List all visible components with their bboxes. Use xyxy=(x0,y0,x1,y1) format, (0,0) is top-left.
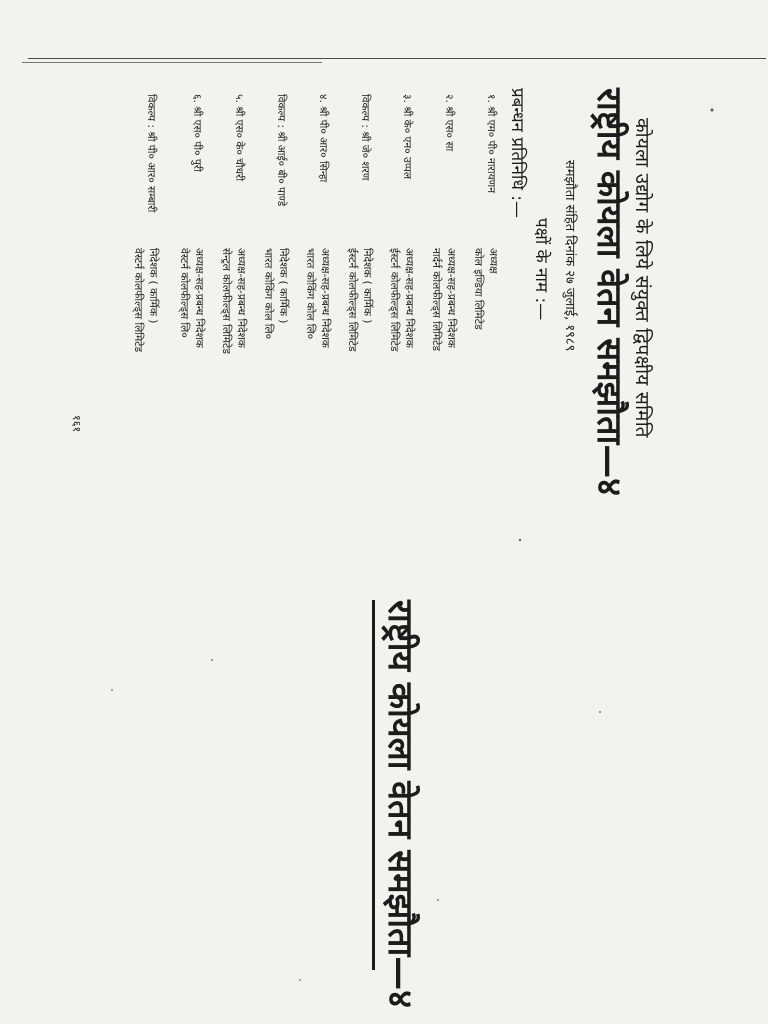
list-item-company: ईस्टर्न कोलफील्ड्स लिमिटेड xyxy=(346,248,358,352)
list-item-designation: अध्यक्ष-सह-प्रबन्ध निदेशक xyxy=(403,248,415,348)
list-item-designation: निदेशक ( कार्मिक ) xyxy=(361,248,373,324)
list-item-company: वेस्टर्न कोलफील्ड्स लि० xyxy=(178,248,190,338)
list-item-name: ६. श्री एस० पी० पुरी xyxy=(191,94,203,172)
list-item-company: भारत कोकिंग कोल लि० xyxy=(304,248,316,340)
page-number: १६१ xyxy=(70,415,83,433)
list-item-designation: निदेशक ( कार्मिक ) xyxy=(147,248,159,324)
list-item-company: कोल इण्डिया लिमिटेड xyxy=(472,248,484,330)
date-line: समझौता संहित दिनांक २७ जुलाई, १९८९ xyxy=(562,160,577,352)
list-item-company: ईस्टर्न कोलफील्ड्स लिमिटेड xyxy=(388,248,400,352)
list-item-company: नार्दर्न कोलफील्ड्स लिमिटेड xyxy=(430,248,442,352)
management-heading: प्रबन्धन प्रतिनिधि :— xyxy=(507,88,527,218)
list-item-company: वेस्टर्न कोलफील्ड्स लिमिटेड xyxy=(132,248,144,353)
list-item-designation: अध्यक्ष-सह-प्रबन्ध निदेशक xyxy=(445,248,457,348)
parties-heading: पक्षों के नाम :— xyxy=(531,218,551,321)
list-item-name: ३. श्री के० एन० उप्पल xyxy=(401,94,413,180)
cover-title-text: राष्ट्रीय कोयला वेतन समझौता—४ xyxy=(372,600,425,970)
list-item-name: २. श्री एस० सा xyxy=(443,94,455,152)
list-item-name: १. श्री एम० पी० नारायणन xyxy=(485,94,497,194)
list-item-designation: अध्यक्ष-सह-प्रबन्ध निदेशक xyxy=(235,248,247,348)
list-item-name: विकल्प : श्री आई० बी० पाण्डे xyxy=(275,94,287,207)
list-item-name: विकल्प : श्री जे० शरण xyxy=(359,94,371,181)
list-item-designation: अध्यक्ष-सह-प्रबन्ध निदेशक xyxy=(193,248,205,348)
committee-heading: कोयला उद्योग के लिये संयुक्त द्विपक्षीय समिति xyxy=(631,118,653,438)
list-item-name: ४. श्री पी० आर० सिन्हा xyxy=(317,94,329,183)
list-item-company: भारत कोकिंग कोल लि० xyxy=(262,248,274,340)
list-item-designation: निदेशक ( कार्मिक ) xyxy=(277,248,289,324)
list-item-designation: अध्यक्ष-सह-प्रबन्ध निदेशक xyxy=(319,248,331,348)
list-item-name: विकल्प : श्री पी० आर० सम्बारी xyxy=(145,94,157,213)
list-item-company: सेन्ट्रल कोलफील्ड्स लिमिटेड xyxy=(220,248,232,354)
list-item-designation: अध्यक्ष xyxy=(487,248,499,274)
list-item-name: ५. श्री एस० के० चौधरी xyxy=(233,94,245,182)
agreement-title: राष्ट्रीय कोयला वेतन समझौता—४ xyxy=(589,88,629,496)
